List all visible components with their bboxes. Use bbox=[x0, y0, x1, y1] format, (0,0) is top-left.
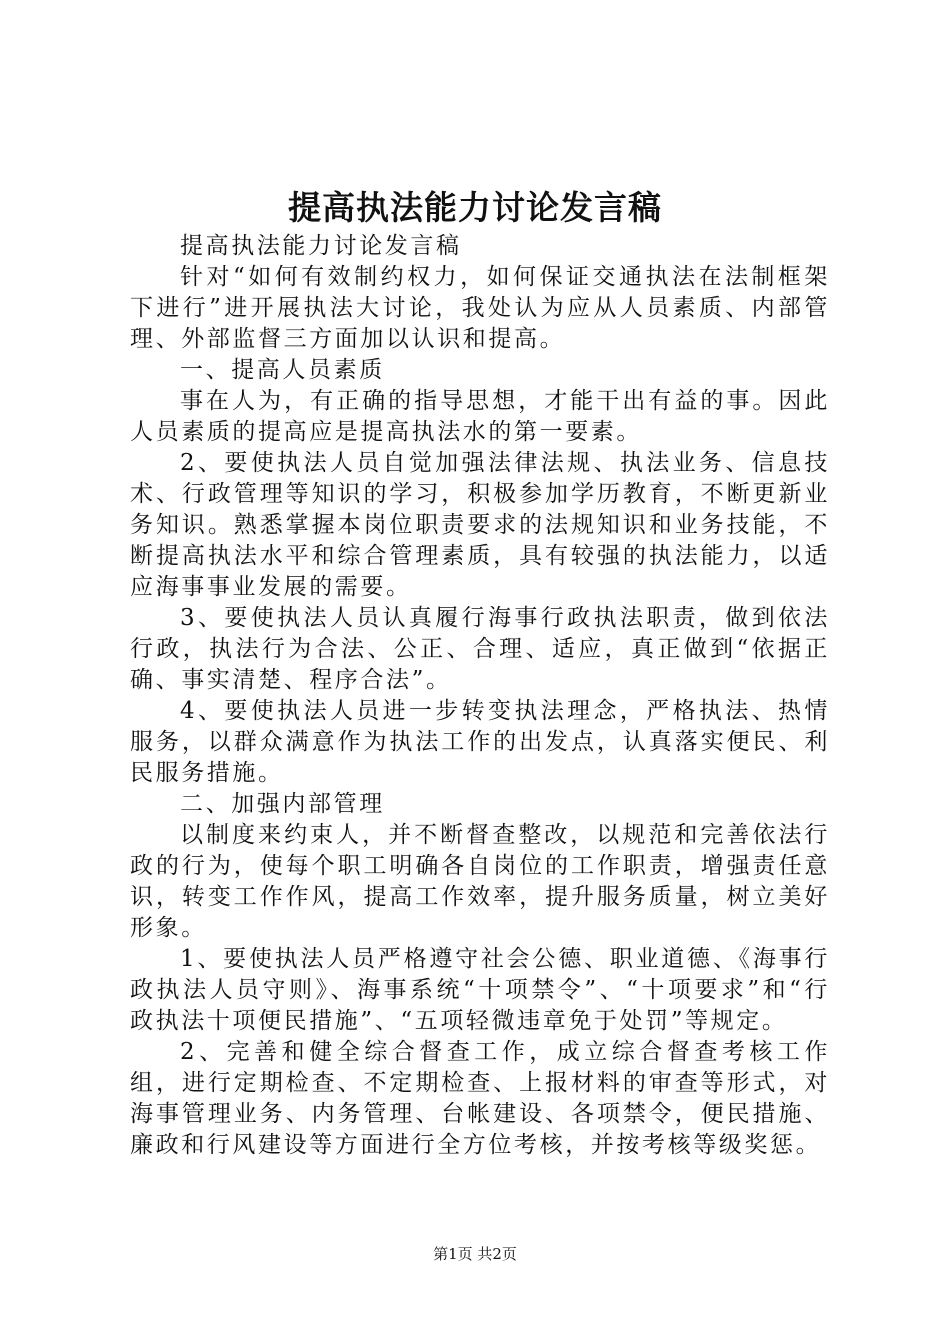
section-heading-1: 一、提高人员素质 bbox=[180, 357, 385, 383]
paragraph: 以制度来约束人，并不断督查整改，以规范和完善依法行政的行为，使每个职工明确各自岗位的工作职责，增强责任意识，转变工作作风，提高工作效率，提升服务质量，树立美好形象。 bbox=[130, 822, 830, 941]
paragraph: 事在人为，有正确的指导思想，才能干出有益的事。因此人员素质的提高应是提高执法水的第一要素。 bbox=[130, 388, 830, 445]
section-heading-2: 二、加强内部管理 bbox=[180, 791, 385, 817]
document-body bbox=[130, 231, 830, 1161]
paragraph-subtitle: 提高执法能力讨论发言稿 bbox=[180, 233, 462, 259]
paragraph: 2、要使执法人员自觉加强法律法规、执法业务、信息技术、行政管理等知识的学习，积极参加学历教育，不断更新业务知识。熟悉掌握本岗位职责要求的法规知识和业务技能，不断提高执法水平和综合管理素质，具有较强的执法能力，以适应海事事业发展的需要。 bbox=[130, 450, 830, 600]
paragraph: 4、要使执法人员进一步转变执法理念，严格执法、热情服务，以群众满意作为执法工作的出发点，认真落实便民、利民服务措施。 bbox=[130, 698, 830, 786]
document-title: 提高执法能力讨论发言稿 bbox=[288, 188, 662, 227]
page-number: 第1页 共2页 bbox=[433, 1245, 517, 1263]
paragraph: 3、要使执法人员认真履行海事行政执法职责，做到依法行政，执法行为合法、公正、合理、适应，真正做到“依据正确、事实清楚、程序合法”。 bbox=[130, 605, 830, 693]
paragraph-intro: 针对“如何有效制约权力，如何保证交通执法在法制框架下进行”进开展执法大讨论，我处认为应从人员素质、内部管理、外部监督三方面加以认识和提高。 bbox=[130, 264, 830, 352]
paragraph: 1、要使执法人员严格遵守社会公德、职业道德、《海事行政执法人员守则》、海事系统“十项禁令”、“十项要求”和“行政执法十项便民措施”、“五项轻微违章免于处罚”等规定。 bbox=[130, 946, 830, 1034]
paragraph: 2、完善和健全综合督查工作，成立综合督查考核工作组，进行定期检查、不定期检查、上报材料的审查等形式，对海事管理业务、内务管理、台帐建设、各项禁令，便民措施、廉政和行风建设等方面进行全方位考核，并按考核等级奖惩。 bbox=[130, 1039, 830, 1158]
